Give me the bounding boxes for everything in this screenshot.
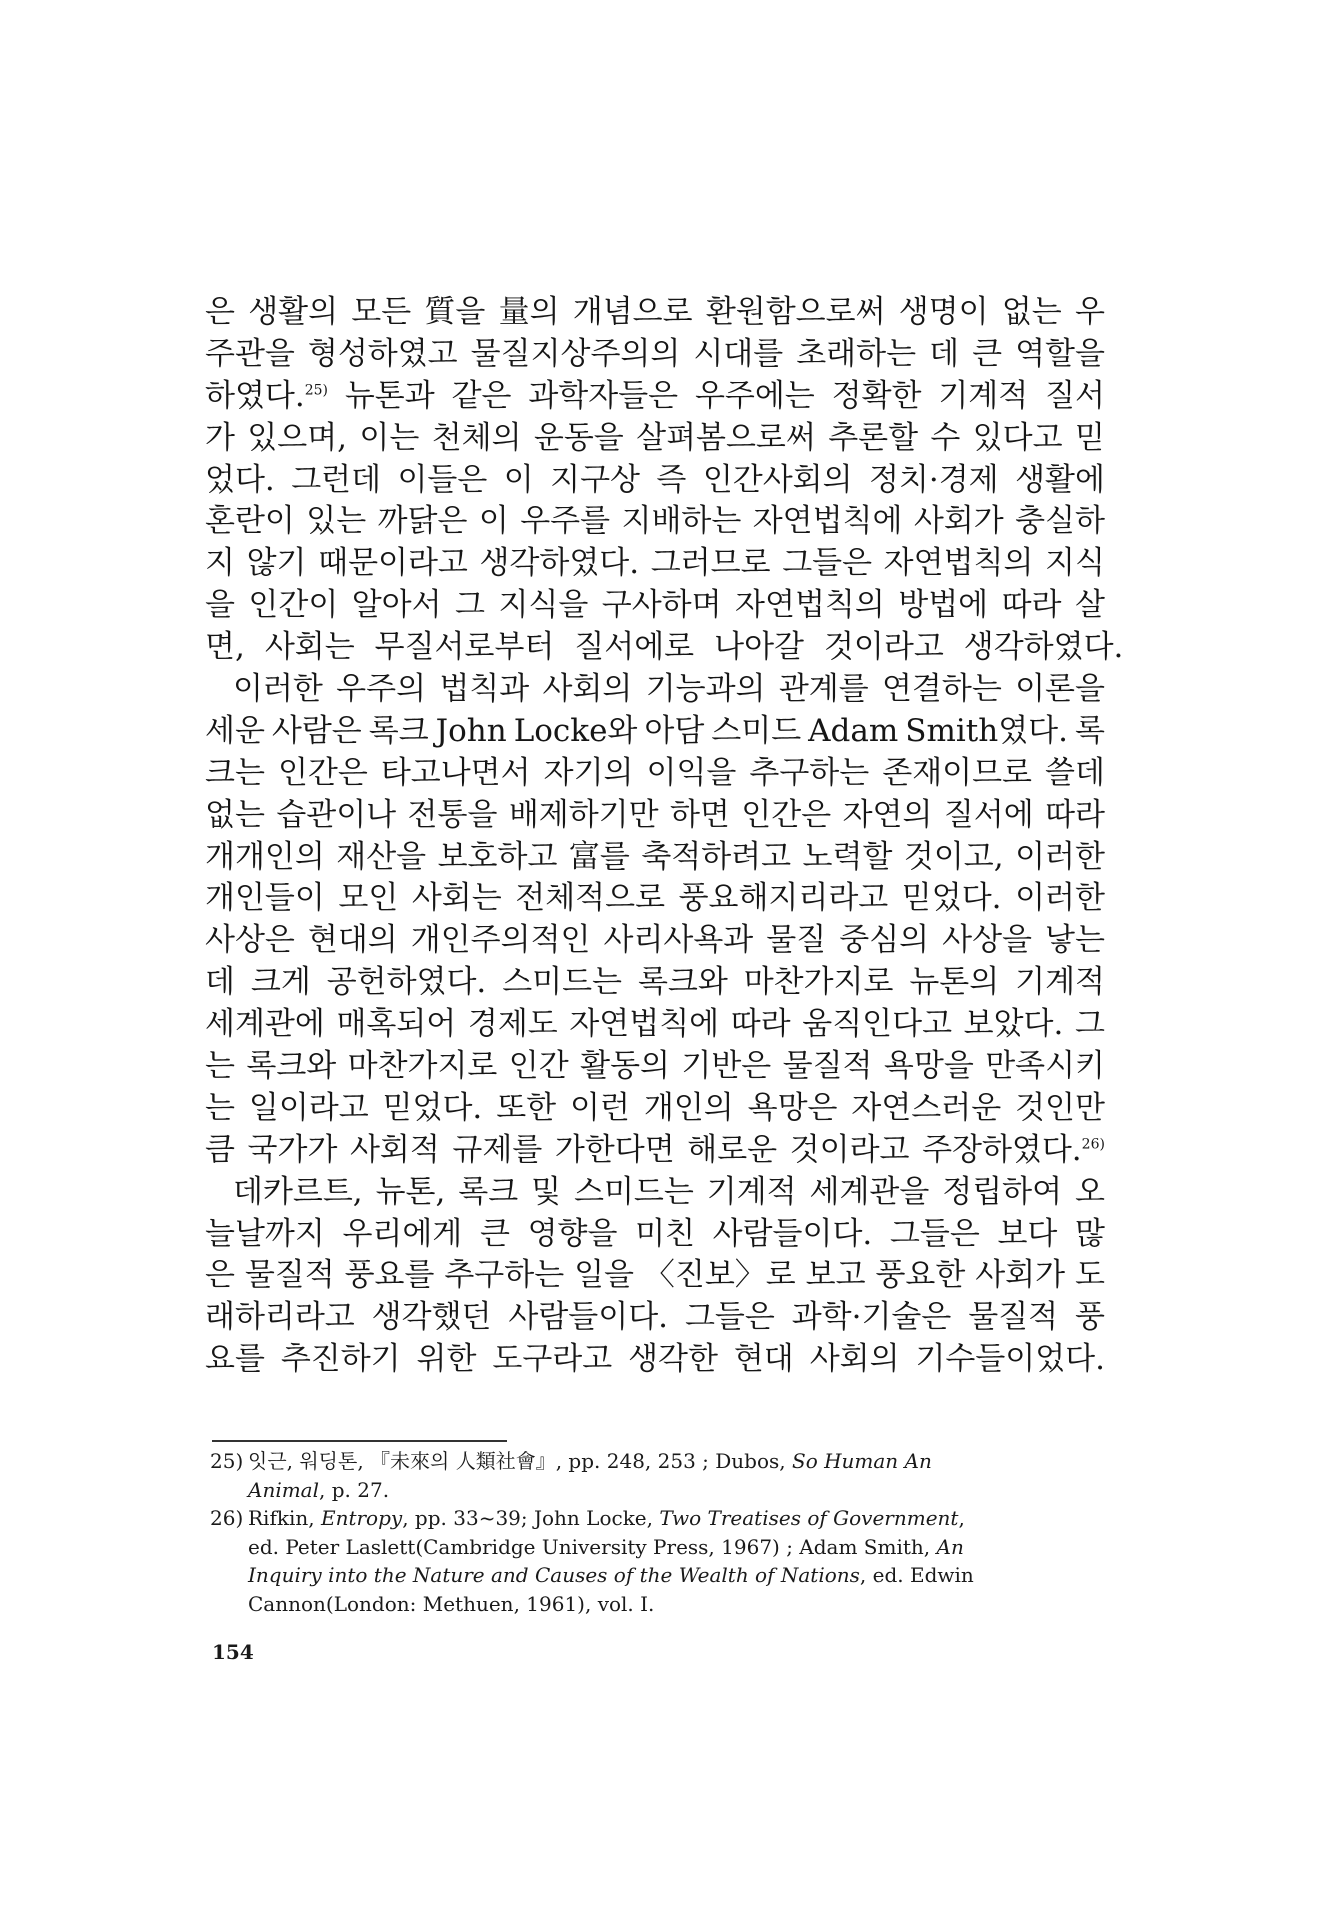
word: 타고나면서 bbox=[380, 754, 531, 791]
word: 데 bbox=[205, 964, 235, 1001]
word: 않기 bbox=[246, 545, 307, 582]
word: 추구하는 bbox=[749, 754, 870, 791]
word: 주관을 bbox=[205, 335, 295, 372]
word: 이런 bbox=[570, 1089, 630, 1126]
word: 물질 bbox=[766, 922, 827, 959]
word: 은 bbox=[205, 1257, 235, 1294]
word: 크게 bbox=[250, 964, 311, 1001]
word: 사회는 bbox=[264, 629, 355, 666]
word: 우리에게 bbox=[342, 1215, 463, 1252]
word: 인간사회의 bbox=[702, 461, 853, 498]
word: 록크와 bbox=[246, 1048, 337, 1085]
word: 및 bbox=[531, 1173, 562, 1210]
word: 질서에로 bbox=[574, 629, 695, 666]
word: 그들은 bbox=[889, 1215, 980, 1252]
word: 현대의 bbox=[307, 922, 398, 959]
word: 노력할 bbox=[802, 838, 893, 875]
word: 법칙과 bbox=[439, 671, 530, 708]
text-line bbox=[205, 334, 1105, 376]
word: 과학자들은 bbox=[528, 377, 679, 414]
word: 사상을 bbox=[942, 922, 1032, 959]
word: 있으며, bbox=[247, 419, 348, 456]
word: 富를 bbox=[568, 838, 630, 875]
word: 것이라고 bbox=[823, 629, 944, 666]
word: 인간은 bbox=[277, 754, 368, 791]
text-line bbox=[205, 1130, 1105, 1172]
word: 살 bbox=[1074, 587, 1105, 624]
word: 낳는 bbox=[1045, 922, 1105, 959]
word: 것이라고 bbox=[789, 1131, 910, 1168]
word: 자연법칙의 bbox=[735, 587, 885, 624]
word: 국가가 bbox=[247, 1131, 338, 1168]
word: 모든 bbox=[351, 294, 412, 330]
word: 오 bbox=[1074, 1173, 1105, 1210]
word: 역할을 bbox=[1015, 335, 1105, 372]
word: 큰 bbox=[972, 335, 1003, 372]
text-line bbox=[205, 460, 1105, 502]
word: 사상은 bbox=[205, 922, 295, 959]
word: 이 bbox=[478, 503, 509, 540]
word: 사회의 bbox=[809, 1341, 900, 1378]
word: 사회는 bbox=[411, 880, 502, 917]
word: 이러한 bbox=[1015, 880, 1105, 917]
word: 운동을 bbox=[533, 419, 624, 456]
word: 사회적 bbox=[349, 1131, 440, 1168]
word: 개인의 bbox=[643, 1089, 734, 1126]
word: 개인주의적인 bbox=[410, 922, 591, 959]
word: 때문이라고 bbox=[318, 545, 468, 582]
word: 질서에 bbox=[943, 796, 1034, 833]
word: 모인 bbox=[338, 880, 399, 917]
word: 면, bbox=[205, 629, 245, 666]
word: 사회의 bbox=[542, 671, 633, 708]
word: 초래하는 bbox=[796, 335, 917, 372]
word: 자연법칙에 bbox=[569, 1006, 720, 1043]
word: 방법에 bbox=[898, 587, 989, 624]
word: 지식을 bbox=[498, 587, 589, 624]
text-line bbox=[205, 501, 1105, 543]
word: 생각하였다. bbox=[479, 545, 640, 582]
word: 주장하였다.$^{26)}$ bbox=[922, 1131, 1105, 1168]
word: 세계관을 bbox=[809, 1173, 930, 1210]
text-line bbox=[205, 920, 1105, 962]
word: 록 bbox=[1074, 712, 1105, 749]
word: 배제하기만 bbox=[508, 796, 659, 833]
page-number: 154 bbox=[212, 1640, 254, 1664]
word: 質을 bbox=[424, 294, 486, 330]
word: 자연의 bbox=[842, 796, 933, 833]
word: 환원함으로써 bbox=[705, 294, 886, 330]
word: 지 bbox=[205, 545, 235, 582]
word: 인간은 bbox=[741, 796, 832, 833]
footnote bbox=[210, 1504, 1090, 1618]
word: 없는 bbox=[1001, 294, 1062, 330]
word: 습관이나 bbox=[276, 796, 397, 833]
word: 기계적 bbox=[1015, 964, 1105, 1001]
word: 크는 bbox=[205, 754, 265, 791]
word: 정립하여 bbox=[942, 1173, 1063, 1210]
word: 물질적 bbox=[782, 1048, 873, 1085]
word: 〈진보〉로 bbox=[643, 1257, 796, 1294]
footnote-divider bbox=[212, 1440, 507, 1442]
word: 도 bbox=[1074, 1257, 1105, 1294]
word: John bbox=[435, 712, 507, 749]
word: 보았다. bbox=[963, 1006, 1064, 1043]
word: 추진하기 bbox=[280, 1341, 401, 1378]
footnote-line: Animal, p. 27. bbox=[248, 1477, 390, 1502]
word: 래하리라고 bbox=[205, 1299, 355, 1336]
word: 그 bbox=[455, 587, 485, 624]
word: 충실하 bbox=[1015, 503, 1105, 540]
word: 록크 bbox=[368, 712, 429, 749]
word: 관계를 bbox=[778, 671, 869, 708]
word: 알아서 bbox=[351, 587, 442, 624]
footnote-reference[interactable]: 25) bbox=[304, 382, 328, 399]
word: 규제를 bbox=[452, 1131, 543, 1168]
word: Locke와 bbox=[513, 712, 638, 749]
word: 기반은 bbox=[681, 1048, 772, 1085]
word: 개념으로 bbox=[572, 294, 693, 330]
word: 마찬가지로 bbox=[743, 964, 894, 1001]
word: 같은 bbox=[451, 377, 512, 414]
footnote-line: ed. Peter Laslett(Cambridge University Press, 1967) ; Adam Smith, An bbox=[248, 1534, 964, 1559]
word: 영향을 bbox=[527, 1215, 618, 1252]
word: 그런데 bbox=[291, 461, 382, 498]
word: 과학·기술은 bbox=[791, 1299, 952, 1336]
word: 사리사욕과 bbox=[603, 922, 754, 959]
text-line bbox=[205, 711, 1105, 753]
word: 뉴톤과 bbox=[344, 377, 435, 414]
word: 물질적 bbox=[244, 1257, 335, 1294]
word: 우주를 bbox=[520, 503, 611, 540]
word: 정확한 bbox=[831, 377, 922, 414]
text-line bbox=[205, 962, 1105, 1004]
word: 기수들이었다. bbox=[915, 1341, 1105, 1378]
word: 구사하며 bbox=[601, 587, 722, 624]
word: 지식 bbox=[1045, 545, 1105, 582]
word: 공헌하였다. bbox=[326, 964, 487, 1001]
word: 사회가 bbox=[975, 1257, 1066, 1294]
footnote-line: Rifkin, Entropy, pp. 33~39; John Locke, Two Treatises of Government, bbox=[248, 1506, 965, 1530]
word: 따라 bbox=[1045, 796, 1105, 833]
word: 따라 bbox=[1001, 587, 1062, 624]
word: 움직인다고 bbox=[802, 1006, 953, 1043]
word: 스미드 bbox=[711, 712, 802, 749]
word: 이러한 bbox=[1015, 838, 1105, 875]
word: 우주의 bbox=[336, 671, 427, 708]
word: 가한다면 bbox=[554, 1131, 675, 1168]
word: 풍요한 bbox=[875, 1257, 966, 1294]
word: 스미드는 bbox=[574, 1173, 694, 1210]
text-line bbox=[205, 418, 1105, 460]
word: 현대 bbox=[733, 1341, 794, 1378]
word: 것이고, bbox=[903, 838, 1004, 875]
word: 매혹되어 bbox=[336, 1006, 457, 1043]
word: 천체의 bbox=[431, 419, 522, 456]
word: 데카르트, bbox=[233, 1173, 363, 1210]
word: 도구라고 bbox=[492, 1341, 613, 1378]
text-line bbox=[205, 1004, 1105, 1046]
word: 자연법칙에 bbox=[752, 503, 903, 540]
word: 큼 bbox=[205, 1131, 235, 1168]
footnote-number: 25) bbox=[210, 1449, 244, 1473]
text-line bbox=[205, 1172, 1105, 1214]
word: 까닭은 bbox=[377, 503, 468, 540]
word: 이 bbox=[503, 461, 534, 498]
text-line bbox=[205, 585, 1105, 627]
word: 물질적 bbox=[968, 1299, 1059, 1336]
word: 이들은 bbox=[397, 461, 488, 498]
word: 세계관에 bbox=[205, 1006, 325, 1043]
word: 축적하려고 bbox=[641, 838, 792, 875]
word: 이론을 bbox=[1015, 671, 1105, 708]
word: 생각한 bbox=[628, 1341, 718, 1378]
text-line bbox=[205, 376, 1105, 418]
word: 일을 bbox=[574, 1257, 634, 1294]
word: 생활에 bbox=[1015, 461, 1105, 498]
word: 하면 bbox=[669, 796, 730, 833]
word: 아담 bbox=[644, 712, 705, 749]
word: 뉴톤의 bbox=[909, 964, 1000, 1001]
word: Smith였다. bbox=[905, 712, 1068, 749]
word: 미친 bbox=[635, 1215, 695, 1252]
text-line bbox=[205, 669, 1105, 711]
word: 생명이 bbox=[898, 294, 989, 330]
word: 세운 bbox=[205, 712, 265, 749]
text-line bbox=[205, 795, 1105, 837]
footnote-line: Cannon(London: Methuen, 1961), vol. I. bbox=[248, 1591, 655, 1616]
text-line bbox=[205, 292, 1105, 334]
text-line bbox=[205, 837, 1105, 879]
word: 따라 bbox=[730, 1006, 791, 1043]
word: 그 bbox=[1075, 1006, 1105, 1043]
word: 보고 bbox=[805, 1257, 866, 1294]
word: 형성하였고 bbox=[307, 335, 458, 372]
word: 기계적 bbox=[706, 1173, 797, 1210]
footnote bbox=[210, 1447, 1090, 1504]
word: 데 bbox=[929, 335, 960, 372]
word: 추론할 bbox=[828, 419, 919, 456]
word: 있는 bbox=[306, 503, 367, 540]
word: 사람은 bbox=[271, 712, 362, 749]
text-line bbox=[205, 627, 1124, 669]
word: 또한 bbox=[496, 1089, 557, 1126]
word: 정치·경제 bbox=[868, 461, 999, 498]
word: 혼란이 bbox=[205, 503, 295, 540]
text-line bbox=[205, 1255, 1105, 1297]
word: 시대를 bbox=[693, 335, 784, 372]
word: 가 bbox=[205, 419, 235, 456]
word: 는 bbox=[205, 1089, 235, 1126]
text-line bbox=[205, 543, 1105, 585]
text-line bbox=[205, 1297, 1105, 1339]
word: 지배하는 bbox=[621, 503, 742, 540]
word: 자연스러운 bbox=[851, 1089, 1002, 1126]
word: 지구상 bbox=[550, 461, 640, 498]
word: 해로운 bbox=[687, 1131, 778, 1168]
word: 사회가 bbox=[913, 503, 1004, 540]
footnote-number: 26) bbox=[210, 1506, 244, 1530]
word: 풍 bbox=[1075, 1299, 1105, 1336]
word: 물질지상주의의 bbox=[470, 335, 681, 372]
text-line bbox=[205, 1339, 1105, 1381]
word: 우주에는 bbox=[694, 377, 815, 414]
word: 그들은 bbox=[782, 545, 873, 582]
word: 무질서로부터 bbox=[374, 629, 555, 666]
word: 나아갈 bbox=[714, 629, 804, 666]
word: 을 bbox=[205, 587, 235, 624]
word: 개개인의 bbox=[205, 838, 325, 875]
body-text bbox=[205, 292, 1124, 1381]
text-line bbox=[205, 1088, 1105, 1130]
footnote-line: Inquiry into the Nature and Causes of the Wealth of Nations, ed. Edwin bbox=[248, 1563, 974, 1587]
word: 자기의 bbox=[543, 754, 634, 791]
word: 생각했던 bbox=[371, 1299, 492, 1336]
word: 量의 bbox=[498, 294, 560, 330]
word: 요를 bbox=[205, 1341, 265, 1378]
word: 사람들이다. bbox=[508, 1299, 668, 1336]
word: 록크 bbox=[458, 1173, 519, 1210]
word: 록크와 bbox=[637, 964, 728, 1001]
word: 늘날까지 bbox=[205, 1215, 325, 1252]
text-line bbox=[205, 753, 1105, 795]
word: 풍요를 bbox=[344, 1257, 435, 1294]
word: 경제도 bbox=[467, 1006, 558, 1043]
word: 중심의 bbox=[839, 922, 930, 959]
footnote-line: 잇근, 워딩톤, 『未來의 人類社會』, pp. 248, 253 ; Dubos, So Human An bbox=[248, 1449, 932, 1473]
word: 것인만 bbox=[1015, 1089, 1105, 1126]
word: 쓸데 bbox=[1045, 754, 1105, 791]
word: 이익을 bbox=[646, 754, 737, 791]
word: 욕망은 bbox=[747, 1089, 838, 1126]
word: 없는 bbox=[205, 796, 265, 833]
word: 는 bbox=[205, 1048, 235, 1085]
word: 있다고 bbox=[972, 419, 1063, 456]
word: 많 bbox=[1075, 1215, 1105, 1252]
word: 마찬가지로 bbox=[347, 1048, 498, 1085]
word: 기계적 bbox=[938, 377, 1029, 414]
word: 믿었다. bbox=[901, 880, 1002, 917]
word: 었다. bbox=[205, 461, 275, 498]
word: 전통을 bbox=[407, 796, 498, 833]
word: 보다 bbox=[997, 1215, 1058, 1252]
word: 만족시키 bbox=[985, 1048, 1105, 1085]
word: 활동의 bbox=[580, 1048, 670, 1085]
word: 사람들이다. bbox=[712, 1215, 873, 1252]
word: 이는 bbox=[359, 419, 420, 456]
word: 믿었다. bbox=[382, 1089, 483, 1126]
word: 자연법칙의 bbox=[883, 545, 1034, 582]
text-line bbox=[205, 1046, 1105, 1088]
word: 스미드는 bbox=[502, 964, 623, 1001]
word: 즉 bbox=[656, 461, 687, 498]
text-line bbox=[205, 1214, 1105, 1256]
word: 위한 bbox=[416, 1341, 477, 1378]
word: 인간 bbox=[508, 1048, 569, 1085]
word: 질서 bbox=[1045, 377, 1105, 414]
word: 욕망을 bbox=[883, 1048, 974, 1085]
footnote-reference[interactable]: 26) bbox=[1081, 1136, 1105, 1153]
footnotes bbox=[210, 1447, 1090, 1618]
word: Adam bbox=[808, 712, 899, 749]
word: 기능과의 bbox=[645, 671, 766, 708]
word: 큰 bbox=[479, 1215, 510, 1252]
word: 생각하였다. bbox=[963, 629, 1124, 666]
word: 믿 bbox=[1074, 419, 1105, 456]
word: 추구하는 bbox=[444, 1257, 565, 1294]
word: 우 bbox=[1074, 294, 1105, 330]
word: 재산을 bbox=[336, 838, 427, 875]
word: 살펴봄으로써 bbox=[636, 419, 816, 456]
word: 존재이므로 bbox=[882, 754, 1032, 791]
text-line bbox=[205, 878, 1105, 920]
word: 하였다.$^{25)}$ bbox=[205, 377, 328, 414]
word: 풍요해지리라고 bbox=[678, 880, 889, 917]
word: 뉴톤, bbox=[375, 1173, 446, 1210]
word: 그러므로 bbox=[650, 545, 771, 582]
word: 수 bbox=[930, 419, 961, 456]
word: 은 bbox=[205, 294, 235, 330]
word: 생활의 bbox=[248, 294, 339, 330]
word: 전체적으로 bbox=[515, 880, 666, 917]
word: 연결하는 bbox=[881, 671, 1002, 708]
word: 보호하고 bbox=[437, 838, 558, 875]
word: 개인들이 bbox=[205, 880, 325, 917]
word: 일이라고 bbox=[248, 1089, 369, 1126]
word: 그들은 bbox=[684, 1299, 775, 1336]
word: 인간이 bbox=[248, 587, 339, 624]
word: 이러한 bbox=[233, 671, 323, 708]
